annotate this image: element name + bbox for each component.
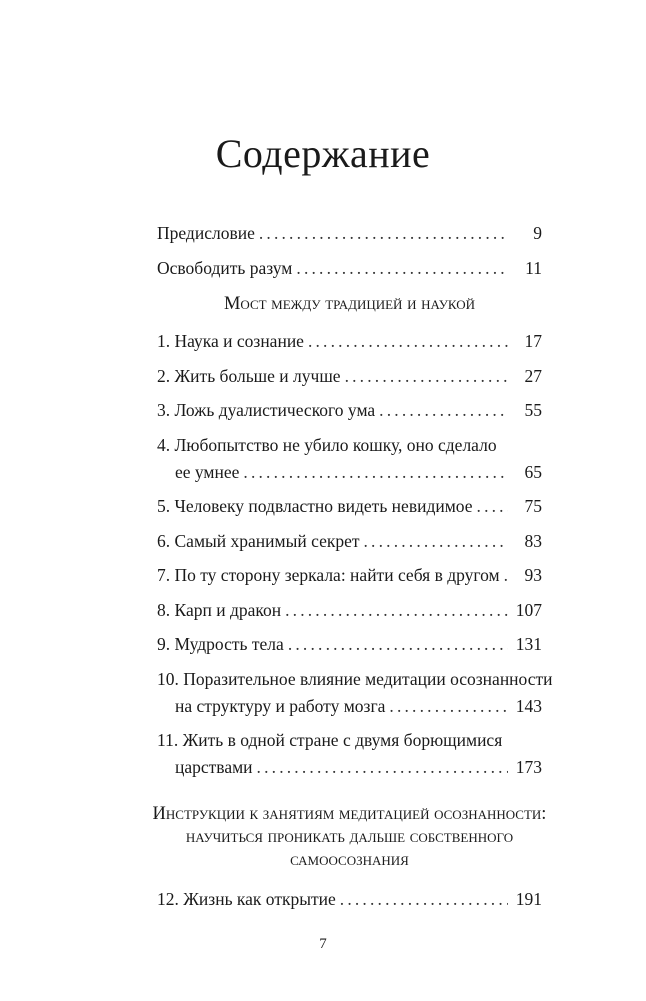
toc-entry[interactable] — [157, 359, 542, 394]
entry-page: 191 — [515, 888, 542, 909]
toc-entry-continued[interactable] — [157, 750, 542, 785]
toc-entry[interactable] — [157, 593, 542, 628]
entry-label: 11. Жить в одной стране с двумя борющимися — [157, 730, 503, 750]
entry-label: на структуру и работу мозга — [175, 695, 386, 716]
dot-leader — [285, 593, 508, 628]
entry-page: 11 — [525, 257, 542, 278]
dot-leader — [477, 489, 508, 524]
entry-label: 10. Поразительное влияние медитации осознанности — [157, 668, 553, 689]
toc-entry[interactable] — [157, 730, 542, 750]
dot-leader — [364, 524, 509, 559]
dot-leader — [257, 750, 508, 785]
toc-entry[interactable] — [157, 435, 542, 455]
section-heading: Мост между традицией и наукой — [223, 294, 476, 314]
dot-leader — [296, 251, 508, 286]
toc-entry-continued[interactable] — [157, 689, 542, 724]
toc-entry[interactable] — [157, 558, 542, 593]
page-title: Содержание — [215, 131, 431, 176]
entry-label: Предисловие — [157, 223, 255, 243]
dot-leader — [243, 455, 508, 490]
toc-entry-continued[interactable] — [157, 455, 542, 490]
toc-entry[interactable] — [157, 668, 553, 689]
entry-page: 9 — [533, 223, 542, 243]
dot-leader — [340, 882, 508, 917]
dot-leader — [308, 324, 508, 359]
entry-page: 27 — [524, 365, 542, 386]
entry-page: 107 — [515, 599, 542, 620]
entry-label: 6. Самый хранимый секрет — [157, 530, 360, 551]
entry-label: 3. Ложь дуалистического ума — [157, 400, 376, 420]
entry-label: 1. Наука и сознание — [157, 331, 304, 351]
entry-page: 65 — [524, 461, 542, 482]
table-of-contents — [152, 216, 553, 916]
section-heading — [137, 803, 562, 872]
entry-label: Освободить разум — [157, 257, 293, 278]
entry-page: 83 — [524, 530, 542, 551]
dot-leader — [345, 359, 508, 394]
entry-label: 9. Мудрость тела — [157, 634, 284, 654]
entry-page: 75 — [524, 496, 542, 516]
page-number: 7 — [319, 936, 327, 952]
entry-page: 143 — [515, 695, 542, 716]
entry-label: ее умнее — [175, 461, 240, 482]
dot-leader — [288, 627, 508, 662]
section-heading-line: самоосознания — [290, 849, 409, 870]
entry-page: 17 — [524, 331, 542, 351]
section-heading-line: научиться проникать дальше собственного — [185, 826, 514, 847]
entry-label: царствами — [175, 757, 253, 777]
entry-label: 8. Карп и дракон — [157, 599, 282, 620]
entry-page: 131 — [515, 634, 542, 654]
toc-entry[interactable] — [157, 882, 542, 917]
toc-entry[interactable] — [157, 216, 542, 251]
toc-entry[interactable] — [157, 324, 542, 359]
entry-label: 7. По ту сторону зеркала: найти себя в другом — [157, 565, 500, 585]
entry-page: 93 — [524, 565, 542, 585]
dot-leader — [379, 393, 508, 428]
dot-leader — [259, 216, 508, 251]
entry-page: 55 — [524, 400, 542, 420]
dot-leader — [389, 689, 508, 724]
toc-entry[interactable] — [157, 251, 542, 286]
entry-label: 4. Любопытство не убило кошку, оно сделало — [157, 434, 497, 455]
dot-leader — [504, 558, 508, 593]
entry-label: 2. Жить больше и лучше — [157, 365, 341, 386]
entry-label: 12. Жизнь как открытие — [157, 888, 336, 909]
toc-entry[interactable] — [157, 489, 542, 524]
entry-page: 173 — [515, 757, 542, 777]
section-heading-line: Инструкции к занятиям медитацией осознанности: — [152, 803, 547, 824]
entry-label: 5. Человеку подвластно видеть невидимое — [157, 496, 473, 516]
toc-entry[interactable] — [157, 393, 542, 428]
toc-entry[interactable] — [157, 524, 542, 559]
toc-entry[interactable] — [157, 627, 542, 662]
